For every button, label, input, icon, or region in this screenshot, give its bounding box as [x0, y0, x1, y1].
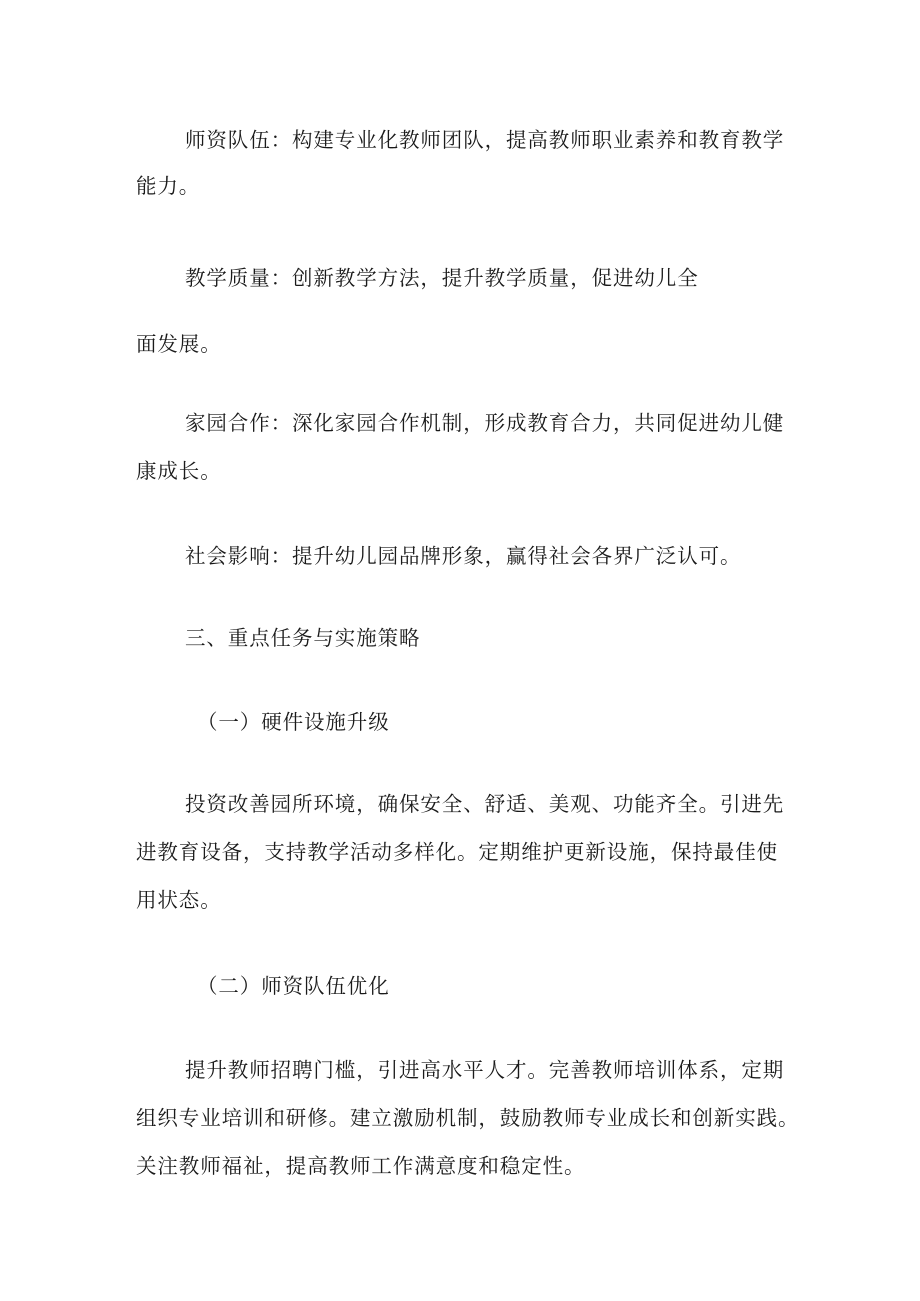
subsection-heading-text: （一）硬件设施升级	[197, 710, 390, 734]
paragraph-teacher-team-cont	[136, 168, 200, 204]
paragraph-teacher-optimization-cont2	[136, 1148, 585, 1184]
section-heading-text: 三、重点任务与实施策略	[185, 626, 421, 650]
paragraph-line: 面发展。	[136, 332, 222, 356]
paragraph-line: 投资改善园所环境，确保安全、舒适、美观、功能齐全。引进先	[185, 792, 785, 816]
paragraph-facilities	[185, 786, 784, 822]
paragraph-line: 组织专业培训和研修。建立激励机制，鼓励教师专业成长和创新实践。	[136, 1106, 800, 1130]
paragraph-line: 用状态。	[136, 888, 222, 912]
paragraph-line: 教学质量：创新教学方法，提升教学质量，促进幼儿全	[185, 266, 699, 290]
paragraph-line: 康成长。	[136, 459, 222, 483]
subsection-heading	[197, 968, 390, 1004]
paragraph-line: 提升教师招聘门槛，引进高水平人才。完善教师培训体系，定期	[185, 1058, 785, 1082]
section-heading	[185, 620, 420, 656]
paragraph-line: 关注教师福祉，提高教师工作满意度和稳定性。	[136, 1154, 586, 1178]
paragraph-social-impact	[185, 538, 741, 574]
paragraph-teacher-optimization	[185, 1052, 784, 1088]
subsection-heading	[197, 704, 390, 740]
paragraph-line: 能力。	[136, 174, 201, 198]
paragraph-home-cooperation-cont	[136, 453, 222, 489]
paragraph-facilities-cont2	[136, 882, 222, 918]
paragraph-teacher-optimization-cont	[136, 1100, 799, 1136]
paragraph-teaching-quality	[185, 260, 699, 296]
paragraph-line: 社会影响：提升幼儿园品牌形象，赢得社会各界广泛认可。	[185, 544, 742, 568]
paragraph-facilities-cont	[136, 834, 778, 870]
subsection-heading-text: （二）师资队伍优化	[197, 974, 390, 998]
paragraph-line: 师资队伍：构建专业化教师团队，提高教师职业素养和教育教学	[185, 128, 785, 152]
paragraph-line: 进教育设备，支持教学活动多样化。定期维护更新设施，保持最佳使	[136, 840, 778, 864]
paragraph-teacher-team	[185, 122, 784, 158]
paragraph-home-cooperation	[185, 405, 784, 441]
paragraph-line: 家园合作：深化家园合作机制，形成教育合力，共同促进幼儿健	[185, 411, 785, 435]
paragraph-teaching-quality-cont	[136, 326, 222, 362]
